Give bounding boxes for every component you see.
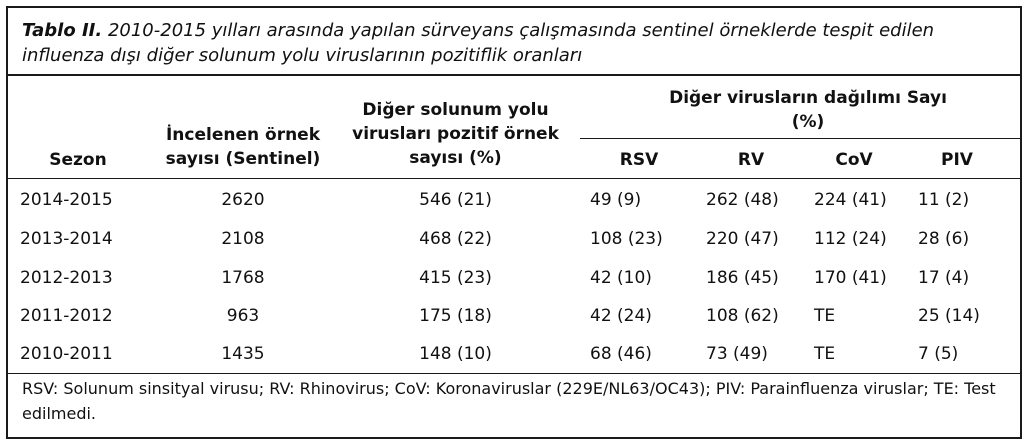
header-samples: İncelenen örnek sayısı (Sentinel) — [165, 125, 321, 169]
cell-rv: 220 (47) — [706, 229, 779, 249]
header-season: Sezon — [49, 150, 107, 170]
cell-season: 2013-2014 — [20, 229, 113, 249]
header-distribution: Diğer virusların dağılımı Sayı (%) — [669, 88, 947, 132]
cell-positive: 148 (10) — [419, 344, 492, 364]
cell-rv: 262 (48) — [706, 190, 779, 210]
cell-season: 2011-2012 — [20, 306, 113, 326]
cell-season: 2010-2011 — [20, 344, 113, 364]
cell-cov: 112 (24) — [814, 229, 887, 249]
header-piv: PIV — [941, 150, 973, 170]
cell-positive: 175 (18) — [419, 306, 492, 326]
header-rsv: RSV — [619, 150, 659, 170]
cell-season: 2014-2015 — [20, 190, 113, 210]
cell-positive: 546 (21) — [419, 190, 492, 210]
cell-piv: 28 (6) — [918, 229, 970, 249]
cell-rv: 108 (62) — [706, 306, 779, 326]
cell-season: 2012-2013 — [20, 268, 113, 288]
cell-cov: TE — [814, 306, 836, 326]
top-rule — [8, 74, 1020, 76]
header-rule — [8, 178, 1020, 179]
cell-rv: 73 (49) — [706, 344, 768, 364]
cell-rsv: 42 (10) — [590, 268, 652, 288]
cell-piv: 7 (5) — [918, 344, 959, 364]
caption-text: 2010-2015 yılları arasında yapılan sürveyans çalışmasında sentinel örneklerde tespit edilen influenza dışı diğer solunum yolu viruslarının pozitiflik oranları — [22, 20, 935, 66]
distribution-subrule — [580, 138, 1022, 139]
cell-piv: 25 (14) — [918, 306, 980, 326]
cell-cov: 224 (41) — [814, 190, 887, 210]
cell-rsv: 68 (46) — [590, 344, 652, 364]
cell-samples: 2108 — [221, 229, 265, 249]
cell-rsv: 49 (9) — [590, 190, 642, 210]
cell-samples: 1435 — [221, 344, 265, 364]
header-positive: Diğer solunum yolu virusları pozitif örnek sayısı (%) — [352, 100, 559, 168]
cell-piv: 11 (2) — [918, 190, 970, 210]
cell-samples: 1768 — [221, 268, 265, 288]
table-footnote: RSV: Solunum sinsityal virusu; RV: Rhinovirus; CoV: Koronaviruslar (229E/NL63/OC43); PIV: Parainfluenza viruslar; TE: Test edilmedi. — [22, 379, 996, 423]
caption-lead: Tablo II. — [22, 20, 103, 41]
cell-samples: 963 — [226, 306, 260, 326]
cell-positive: 415 (23) — [419, 268, 492, 288]
table-frame — [6, 6, 1022, 439]
header-rv: RV — [737, 150, 765, 170]
cell-piv: 17 (4) — [918, 268, 970, 288]
cell-cov: 170 (41) — [814, 268, 887, 288]
cell-rv: 186 (45) — [706, 268, 779, 288]
cell-samples: 2620 — [221, 190, 265, 210]
table-caption — [22, 18, 1012, 68]
cell-rsv: 42 (24) — [590, 306, 652, 326]
cell-cov: TE — [814, 344, 836, 364]
header-cov: CoV — [835, 150, 873, 170]
cell-rsv: 108 (23) — [590, 229, 663, 249]
bottom-rule — [8, 373, 1020, 374]
cell-positive: 468 (22) — [419, 229, 492, 249]
